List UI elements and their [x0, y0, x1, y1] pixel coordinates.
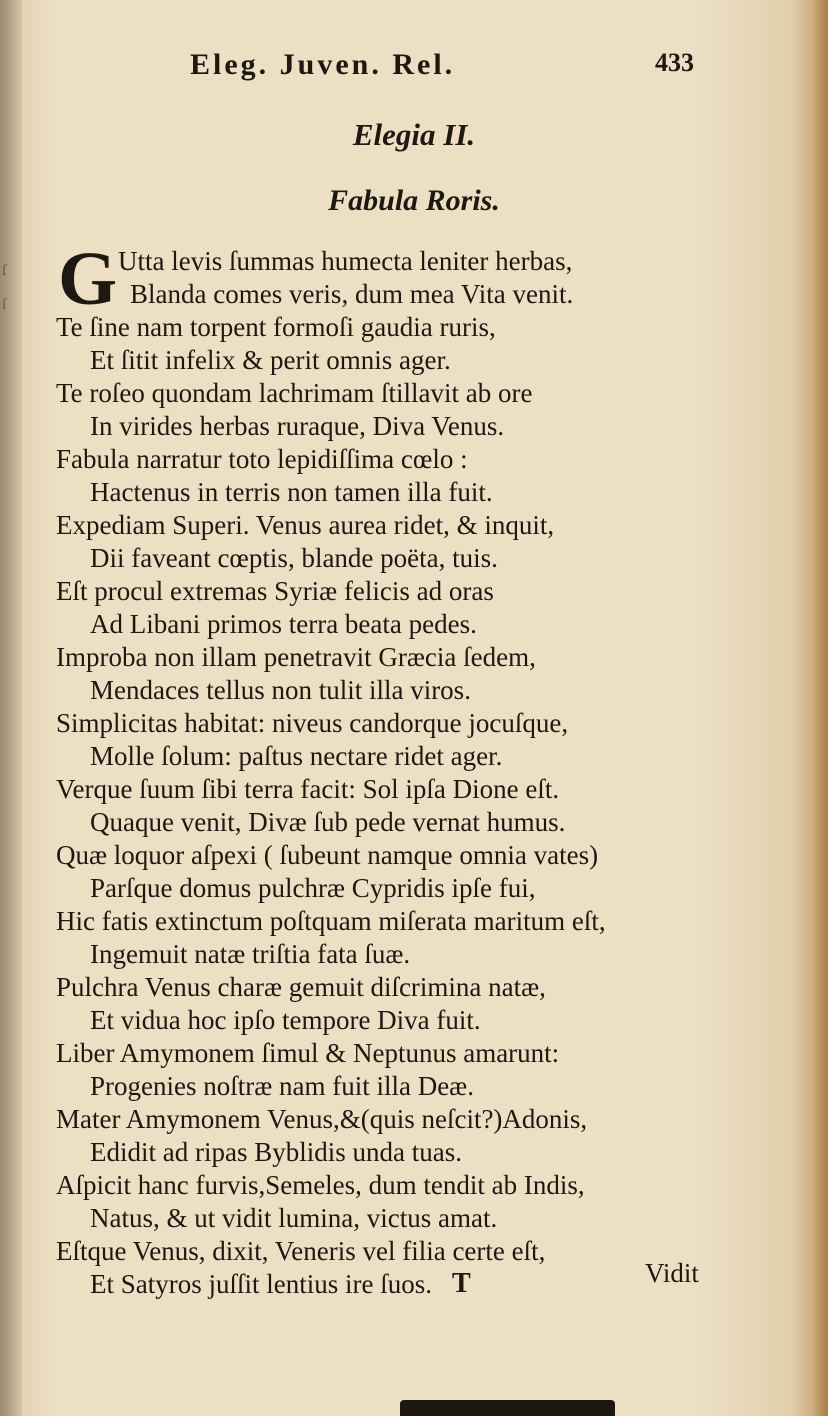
- verse-line: Et Satyros juſſit lentius ire ſuos.: [90, 1269, 432, 1299]
- signature-mark: T: [452, 1268, 471, 1299]
- verse-line: Eſtque Venus, dixit, Veneris vel filia certe eſt,: [56, 1236, 546, 1266]
- verse-line: Utta levis ſummas humecta leniter herbas,: [118, 246, 573, 276]
- drop-cap: G: [58, 237, 118, 321]
- verse-line: Et vidua hoc ipſo tempore Diva fuit.: [90, 1005, 481, 1035]
- margin-mark: ſ: [2, 262, 7, 279]
- verse-line: Mater Amymonem Venus,&(quis neſcit?)Adonis,: [56, 1104, 588, 1134]
- verse-line: Pulchra Venus charæ gemuit diſcrimina natæ,: [56, 972, 546, 1002]
- verse-line: Hactenus in terris non tamen illa fuit.: [90, 477, 493, 507]
- verse-line: Aſpicit hanc furvis,Semeles, dum tendit ab Indis,: [56, 1170, 585, 1200]
- verse-line: Mendaces tellus non tulit illa viros.: [90, 675, 471, 705]
- verse-line: Molle ſolum: paſtus nectare ridet ager.: [90, 741, 503, 771]
- running-head: Eleg. Juven. Rel.: [190, 48, 456, 81]
- verse-line: Fabula narratur toto lepidiſſima cœlo :: [56, 444, 468, 474]
- page-number: 433: [655, 48, 694, 77]
- catchword: Vidit: [645, 1258, 699, 1288]
- verse-line: Blanda comes veris, dum mea Vita venit.: [130, 279, 574, 309]
- verse-line: Edidit ad ripas Byblidis unda tuas.: [90, 1137, 462, 1167]
- verse-line: Quæ loquor aſpexi ( ſubeunt namque omnia vates): [56, 840, 599, 870]
- binding-edge: [400, 1400, 615, 1416]
- verse-line: Quaque venit, Divæ ſub pede vernat humus.: [90, 807, 566, 837]
- verse-line: Improba non illam penetravit Græcia ſedem,: [56, 642, 536, 672]
- verse-line: Simplicitas habitat: niveus candorque jocuſque,: [56, 708, 569, 738]
- verse-line: Te ſine nam torpent formoſi gaudia ruris,: [56, 312, 496, 342]
- margin-mark: ſ: [2, 296, 7, 313]
- verse-line: Eſt procul extremas Syriæ felicis ad oras: [56, 576, 494, 606]
- verse-line: In virides herbas ruraque, Diva Venus.: [90, 411, 505, 441]
- verse-line: Dii faveant cœptis, blande poëta, tuis.: [90, 543, 498, 573]
- verse-line: Liber Amymonem ſimul & Neptunus amarunt:: [56, 1038, 560, 1068]
- verse-line: Ad Libani primos terra beata pedes.: [90, 609, 477, 639]
- verse-line: Parſque domus pulchræ Cypridis ipſe fui,: [90, 873, 536, 903]
- verse-line: Ingemuit natæ triſtia fata ſuæ.: [90, 939, 411, 969]
- verse-line: Verque ſuum ſibi terra facit: Sol ipſa Dione eſt.: [56, 774, 560, 804]
- verse-line: Natus, & ut vidit lumina, victus amat.: [90, 1203, 498, 1233]
- elegy-title: Elegia II.: [352, 117, 476, 152]
- verse-line: Hic fatis extinctum poſtquam miſerata maritum eſt,: [56, 906, 606, 936]
- verse-line: Expediam Superi. Venus aurea ridet, & inquit,: [56, 510, 555, 540]
- verse-line: Te roſeo quondam lachrimam ſtillavit ab ore: [56, 378, 533, 408]
- fable-subtitle: Fabula Roris.: [328, 184, 500, 217]
- verse-line: Progenies noſtræ nam fuit illa Deæ.: [90, 1071, 474, 1101]
- verse-line: Et ſitit infelix & perit omnis ager.: [90, 345, 451, 375]
